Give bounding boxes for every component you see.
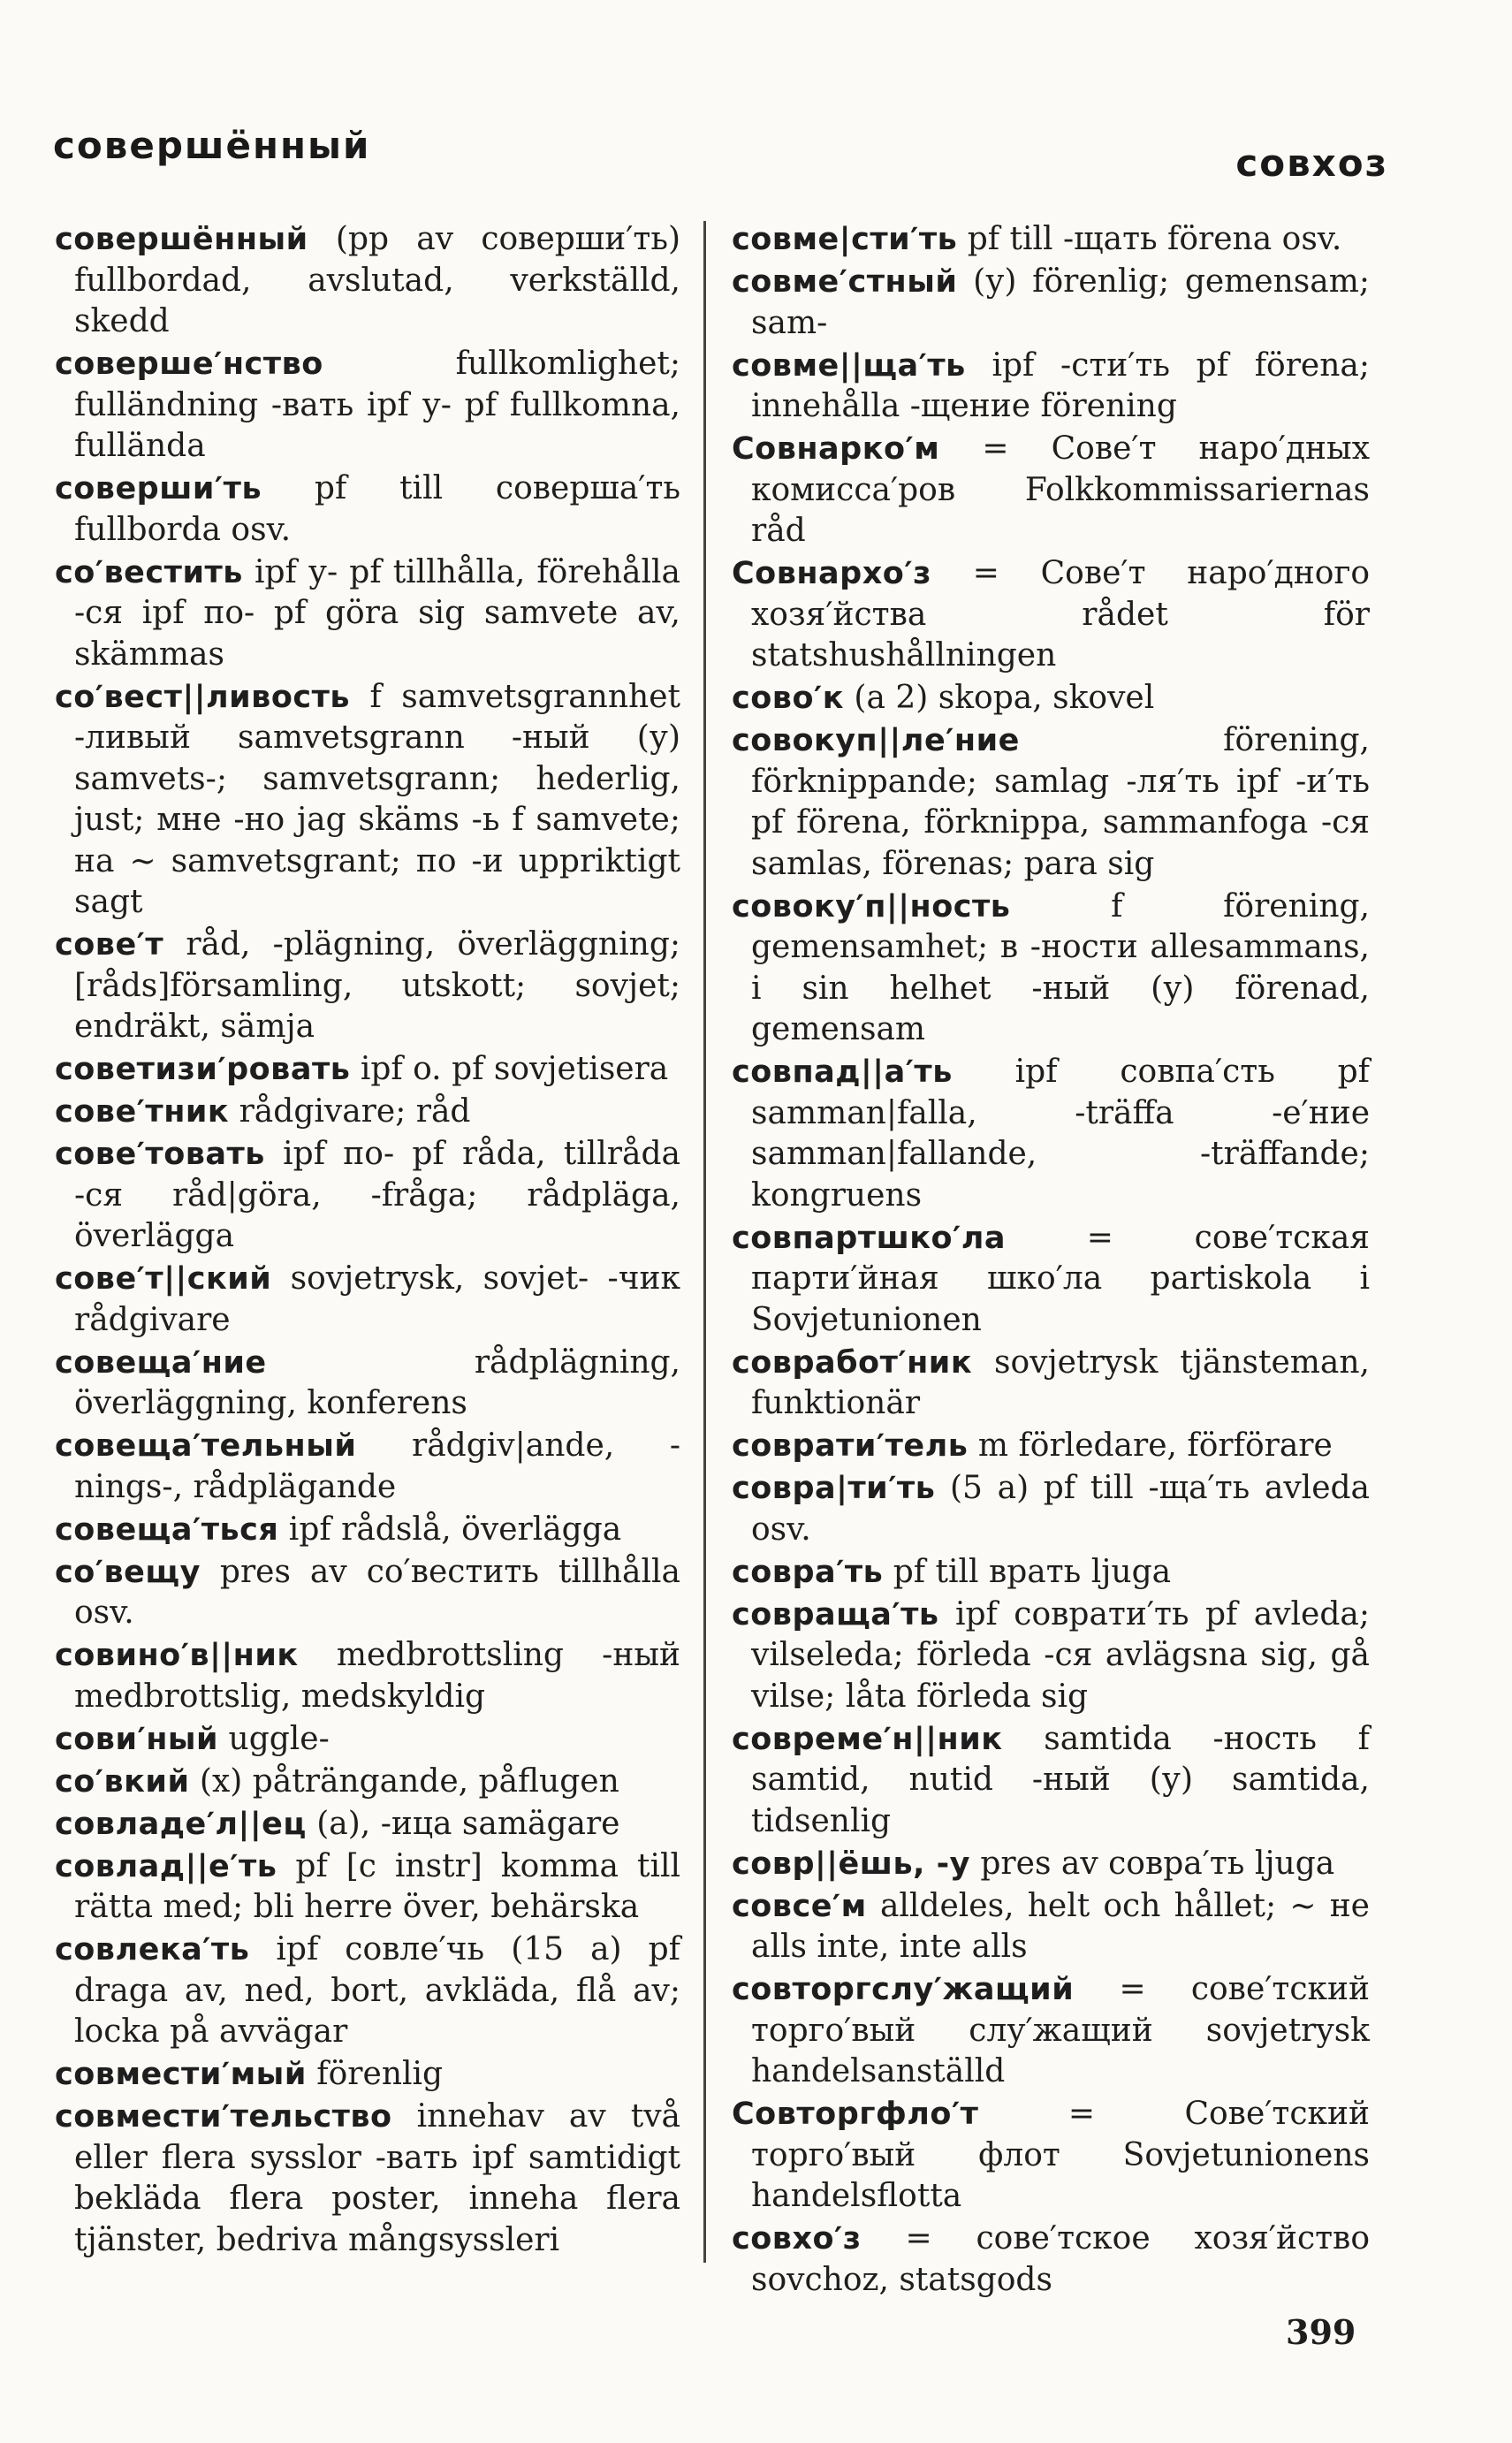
entry-definition: = сове′тское хозя′йство sovchoz, statsgods (751, 2220, 1370, 2298)
entry-definition: pf till врать ljuga (883, 1553, 1172, 1590)
entry-headword: Совторгфло′т (732, 2097, 979, 2132)
entry-definition: pf till -щать förena osv. (957, 221, 1342, 257)
dictionary-entry (732, 1468, 1370, 1550)
dictionary-entry (55, 1719, 680, 1761)
entry-headword: сови′ный (55, 1721, 219, 1757)
entry-headword: совеща′ние (55, 1344, 267, 1381)
entry-definition: (х) påträngande, påflugen (189, 1762, 619, 1800)
entry-definition: fullkomlighet; fulländning -вать ipf у- pf fullkomna, fulländа (74, 346, 680, 464)
entry-definition: ipf у- pf tillhålla, förehålla -ся ipf по- pf göra sig samvete av, skämmas (74, 553, 680, 673)
running-head-right: совхоз (1235, 141, 1388, 185)
dictionary-entry (732, 720, 1370, 885)
entry-headword: совраща′ть (732, 1596, 939, 1632)
dictionary-entry (732, 1594, 1370, 1718)
dictionary-entry (732, 1969, 1370, 2093)
entry-definition: ipf совпа′сть pf samman|falla, -träffa -е′ние samman|fallande, -träffande; kongruens (751, 1054, 1370, 1214)
entry-headword: совокуп||ле′ние (732, 723, 1020, 758)
entry-headword: совладе′л||ец (55, 1806, 307, 1842)
entry-headword: совеща′ться (55, 1511, 279, 1548)
dictionary-entry (55, 2054, 680, 2096)
entry-headword: сове′т (55, 927, 164, 963)
entry-definition: pres av со′вестить tillhålla osv. (74, 1553, 680, 1631)
entry-definition: = Сове′т наро′дных комисса′ров Folkkommissariernas råd (751, 430, 1370, 549)
entry-definition: rådplägning, överläggning, konferens (74, 1343, 680, 1421)
dictionary-entry (732, 1426, 1370, 1467)
entry-headword: сове′товать (55, 1137, 265, 1172)
page-number: 399 (1286, 2312, 1356, 2352)
entry-definition: sovjetrysk, sovjet- -чик rådgivare (74, 1260, 680, 1338)
dictionary-entry (732, 678, 1370, 719)
dictionary-entry (732, 1844, 1370, 1885)
dictionary-entry (732, 1343, 1370, 1425)
entry-headword: совме′стный (732, 264, 958, 300)
entry-definition: = сове′тский торго′вый слу′жащий sovjetrysk handelsanställd (751, 1971, 1370, 2089)
entry-definition: = сове′тская парти′йная шко′ла partiskola i Sovjetunionen (751, 1219, 1370, 1338)
dictionary-entry (55, 1635, 680, 1717)
dictionary-entry (732, 553, 1370, 677)
entry-headword: соверше′нство (55, 346, 323, 382)
entry-headword: совработ′ник (732, 1344, 973, 1381)
dictionary-entry (55, 552, 680, 676)
entry-definition: ipf -сти′ть pf förena; innehålla -щение förening (751, 346, 1370, 424)
entry-headword: со′вест||ливость (55, 679, 351, 715)
entry-definition: ipf соврати′ть pf avleda; vilseleda; förleda -ся avlägsna sig, gå vilse; låta förleda sig (751, 1595, 1370, 1715)
entry-definition: = Сове′т наро′дного хозя′йства rådet för statshushållningen (751, 555, 1370, 674)
dictionary-entry (732, 262, 1370, 344)
dictionary-entry (55, 1762, 680, 1803)
dictionary-entry (732, 1886, 1370, 1968)
entry-headword: Совнарко′м (732, 431, 940, 467)
dictionary-entry (732, 1719, 1370, 1843)
dictionary-entry (55, 1134, 680, 1258)
entry-headword: совр||ёшь, -у (732, 1846, 970, 1882)
entry-definition: m förledare, förförare (968, 1427, 1333, 1464)
entry-definition: = Сове′тский торго′вый флот Sovjetunionens handelsflotta (751, 2096, 1370, 2214)
dictionary-entry (732, 887, 1370, 1051)
entry-definition: förenlig (306, 2056, 444, 2092)
dictionary-entry (55, 1929, 680, 2053)
entry-definition: (у) förenlig; gemensam; sam- (751, 263, 1370, 341)
dictionary-entry (55, 1343, 680, 1425)
entry-definition: alldeles, helt och hållet; ~ не alls inte, inte alls (751, 1887, 1370, 1965)
dictionary-entry (732, 2094, 1370, 2218)
entry-definition: ipf совле′чь (15 а) pf draga av, ned, bort, avkläda, flå av; locka på avvägar (74, 1931, 680, 2050)
entry-definition: (pp av соверши′ть) fullbordad, avslutad, verkställd, skedd (74, 221, 680, 339)
dictionary-entry (55, 219, 680, 343)
dictionary-entry (55, 468, 680, 551)
entry-headword: совреме′н||ник (732, 1721, 1003, 1757)
dictionary-entry (55, 344, 680, 468)
entry-definition: sovjetrysk tjänsteman, funktionär (751, 1343, 1370, 1421)
entry-definition: pf [с instr] komma till rätta med; bli herre över, behärska (74, 1847, 680, 1925)
dictionary-entry (55, 1049, 680, 1091)
dictionary-entry (732, 346, 1370, 428)
entry-headword: совме|сти′ть (732, 222, 958, 257)
dictionary-entry (55, 1552, 680, 1634)
entry-definition: ipf rådslå, överlägga (278, 1511, 622, 1548)
dictionary-entry (732, 2218, 1370, 2301)
running-head-left: совершённый (53, 124, 371, 167)
entry-headword: совлад||е′ть (55, 1848, 277, 1884)
entry-definition: pf till соверша′ть fullborda osv. (74, 470, 680, 548)
entry-definition: (а 2) skopa, skovel (843, 680, 1155, 716)
left-column (55, 219, 680, 2263)
entry-definition: ipf по- pf råda, tillråda -ся råd|göra, -fråga; rådpläga, överlägga (74, 1136, 680, 1254)
entry-headword: совпартшко′ла (732, 1220, 1007, 1256)
entry-headword: соверши′ть (55, 471, 262, 506)
dictionary-entry (55, 1804, 680, 1846)
entry-headword: совра|ти′ть (732, 1471, 936, 1506)
dictionary-entry (732, 1052, 1370, 1216)
entry-headword: соврати′тель (732, 1428, 969, 1464)
entry-headword: совершённый (55, 222, 308, 257)
dictionary-entry (55, 1092, 680, 1133)
entry-headword: совторгслу′жащий (732, 1972, 1075, 2007)
entry-definition: samtida -ность f samtid, nutid -ный (у) samtida, tidsenlig (751, 1720, 1370, 1839)
dictionary-entry (732, 1552, 1370, 1594)
entry-headword: совеща′тельный (55, 1428, 357, 1464)
entry-definition: f samvetsgrannhet -ливый samvetsgrann -ный (у) samvets-; samvetsgrann; hederlig, just; мне -но jag skäms -ь f samvete; на ~ samvetsgrant; по -и uppriktigt sagt (74, 678, 680, 920)
entry-definition: f förening, gemensamhet; в -ности allesammans, i sin helhet -ный (у) förenad, gemensam (751, 887, 1370, 1047)
dictionary-entry (55, 1510, 680, 1551)
dictionary-entry (732, 429, 1370, 552)
entry-headword: совоку′п||ность (732, 888, 1011, 925)
entry-definition: (а), -ица samägare (306, 1805, 620, 1842)
dictionary-entry (55, 2097, 680, 2261)
entry-headword: совсе′м (732, 1888, 867, 1924)
entry-headword: советизи′ровать (55, 1052, 351, 1087)
entry-definition: förening, förknippande; samlag -ля′ть ipf -и′ть pf förena, förknippa, sammanfoga -ся samlas, förenas; para sig (751, 722, 1370, 882)
dictionary-entry (732, 1218, 1370, 1342)
dictionary-entry (55, 1846, 680, 1929)
entry-definition: medbrottsling -ный medbrottslig, medskyldig (74, 1637, 680, 1715)
right-column (732, 219, 1370, 2302)
entry-headword: со′вкий (55, 1763, 190, 1800)
entry-headword: совме||ща′ть (732, 347, 966, 384)
dictionary-entry (55, 1259, 680, 1341)
entry-headword: Совнархо′з (732, 556, 931, 591)
entry-definition: innehav av två eller flera sysslor -вать ipf samtidigt bekläda flera poster, inneha flera tjänster, bedriva mångsyssleri (74, 2098, 680, 2258)
entry-headword: совпад||а′ть (732, 1054, 953, 1090)
entry-definition: pres av совра′ть ljuga (969, 1845, 1335, 1882)
dictionary-entry (55, 1426, 680, 1508)
dictionary-entry (55, 925, 680, 1048)
entry-headword: сове′тник (55, 1094, 230, 1130)
entry-headword: совлека′ть (55, 1932, 250, 1967)
entry-headword: совмести′тельство (55, 2099, 392, 2135)
entry-definition: (5 а) pf till -ща′ть avleda osv. (751, 1470, 1370, 1548)
entry-definition: rådgiv|ande, -nings-, rådplägande (74, 1427, 680, 1505)
entry-headword: совмести′мый (55, 2057, 307, 2092)
entry-definition: uggle- (218, 1720, 330, 1757)
entry-definition: ipf o. pf sovjetisera (350, 1051, 669, 1087)
entry-headword: сове′т||ский (55, 1261, 272, 1297)
entry-headword: совино′в||ник (55, 1638, 299, 1673)
entry-definition: rådgivare; råd (229, 1093, 471, 1130)
column-divider (703, 221, 706, 2263)
dictionary-entry (55, 677, 680, 924)
dictionary-entry (732, 219, 1370, 261)
entry-headword: со′вестить (55, 554, 243, 590)
entry-headword: сово′к (732, 681, 844, 716)
entry-headword: совхо′з (732, 2221, 862, 2257)
entry-definition: råd, -plägning, överläggning; [råds]församling, utskott; sovjet; endräkt, sämja (74, 926, 680, 1045)
entry-headword: со′вещу (55, 1554, 201, 1590)
entry-headword: совра′ть (732, 1554, 884, 1590)
